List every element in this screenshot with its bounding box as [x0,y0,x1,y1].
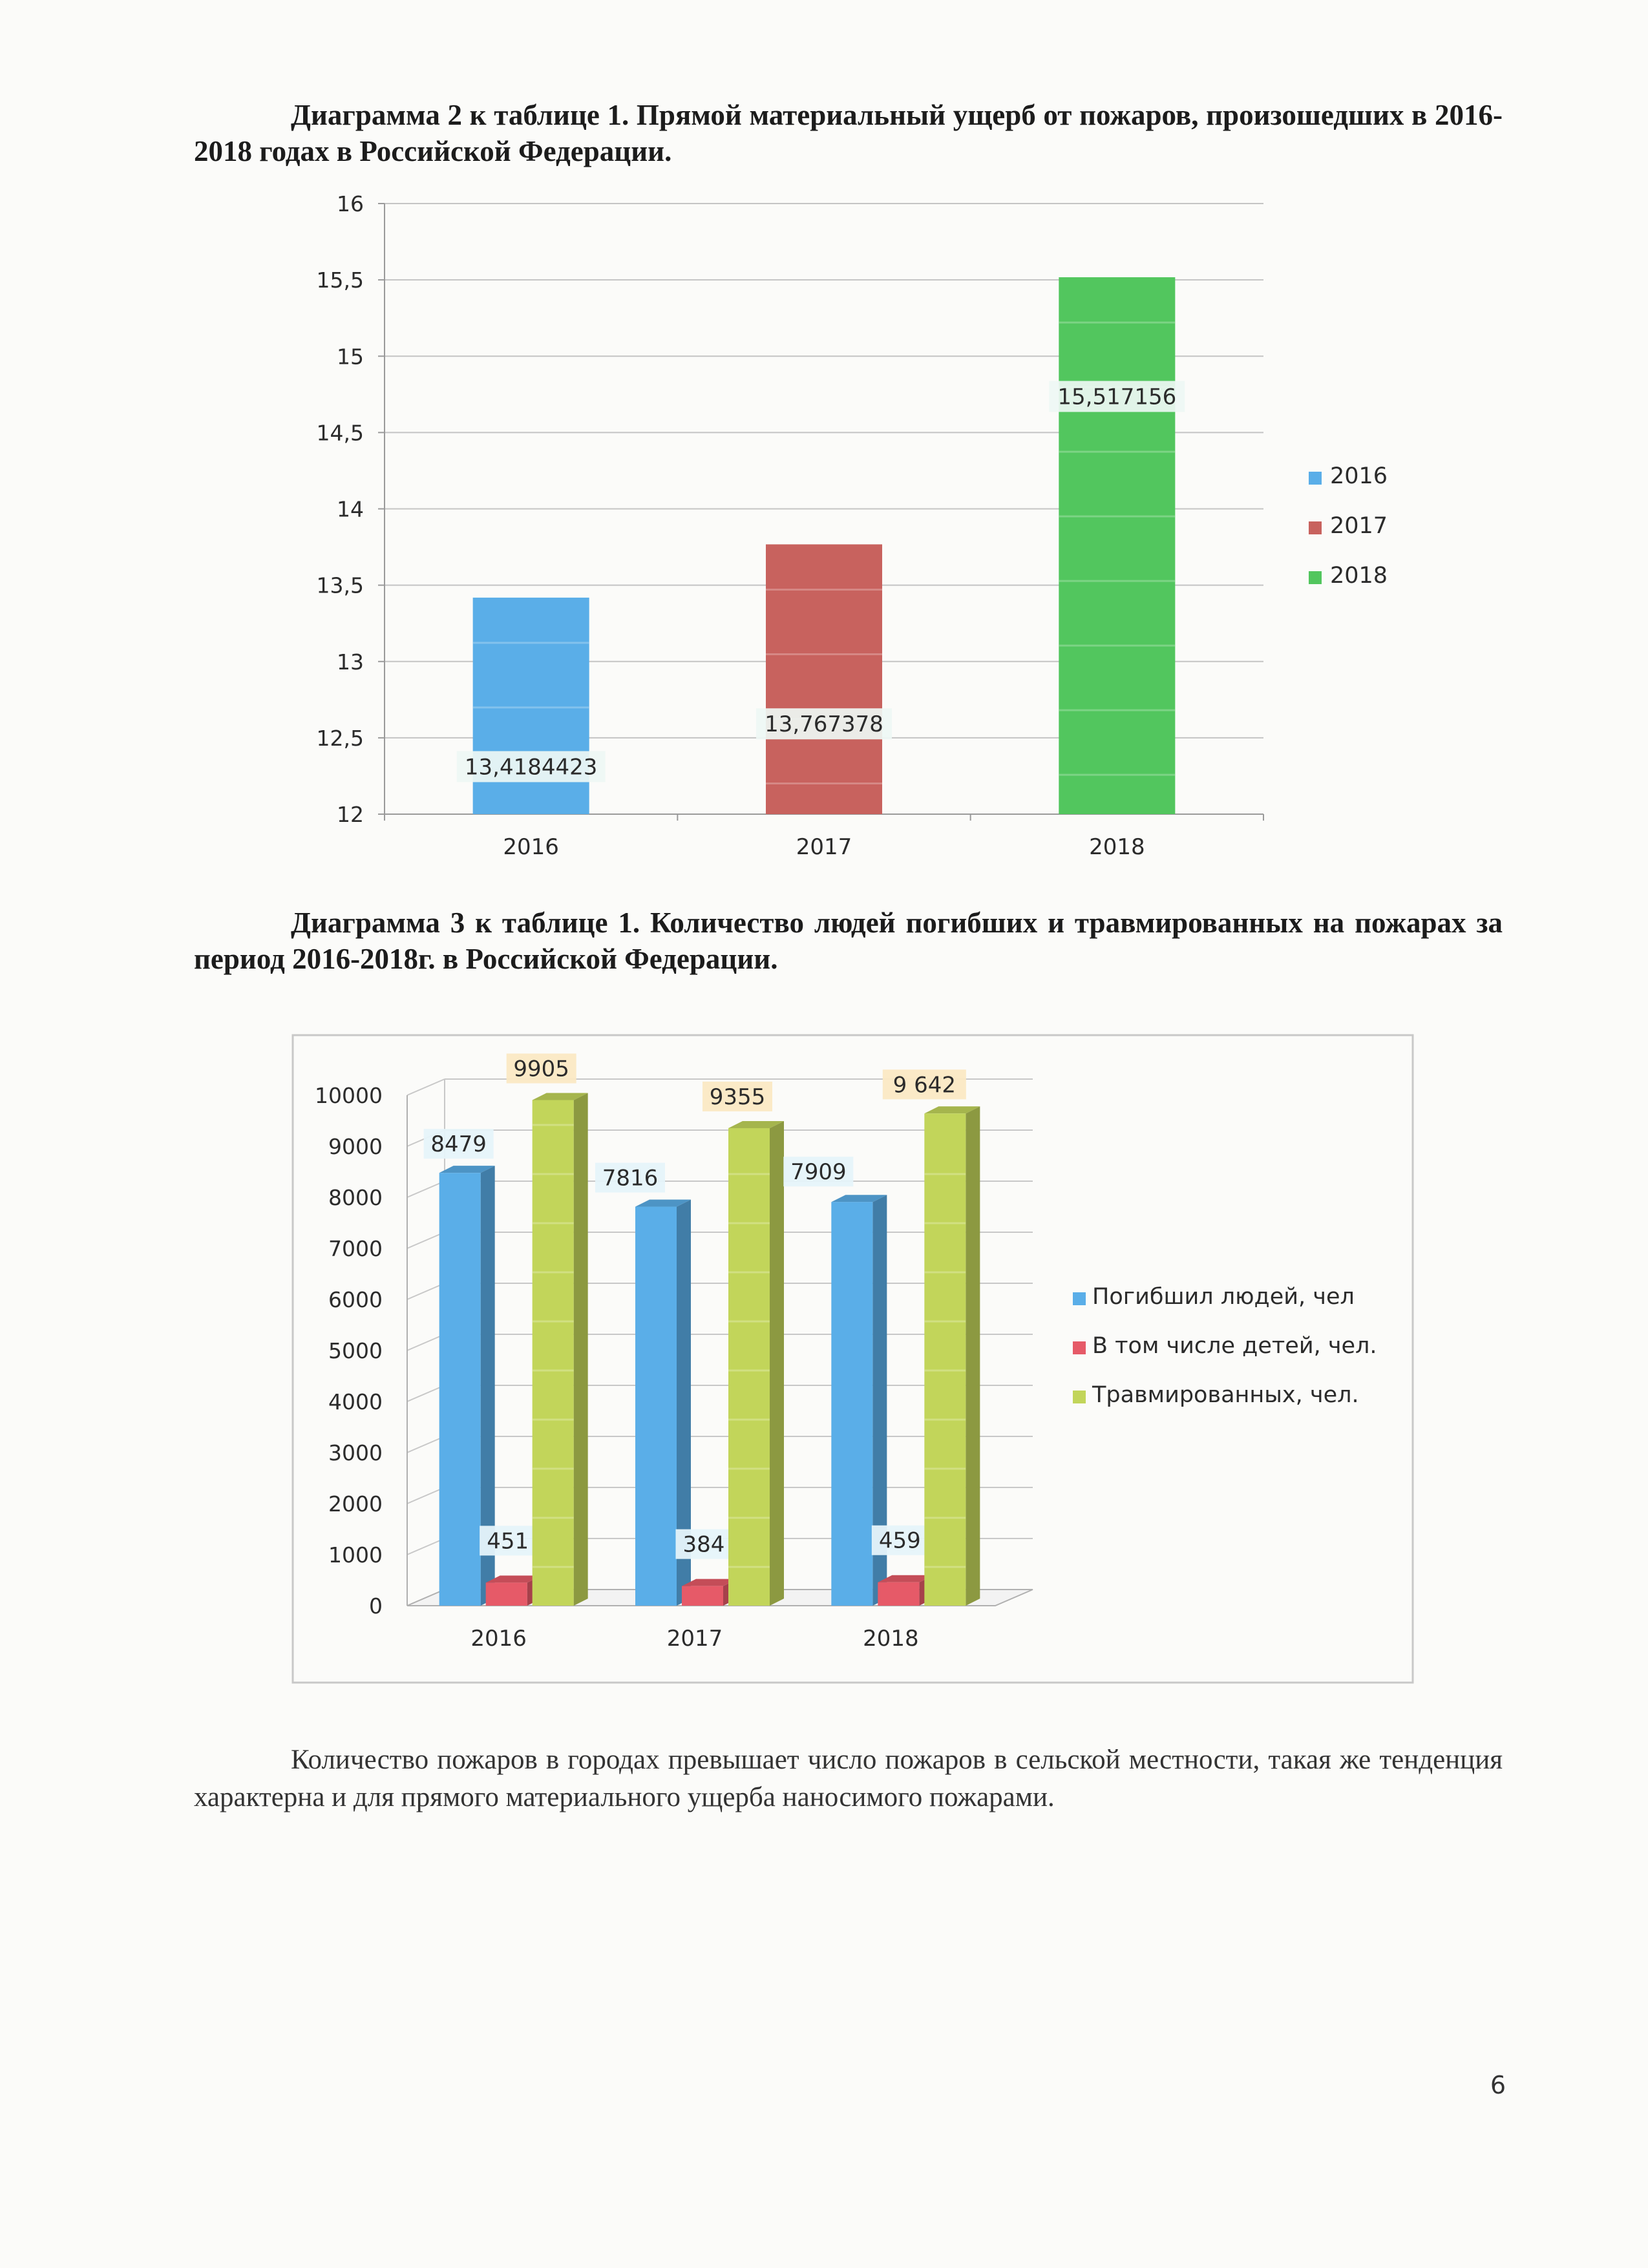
chart3-bar [682,1586,723,1606]
chart3-y-tick-label: 5000 [328,1338,383,1363]
chart3-y-tick-label: 2000 [328,1491,383,1517]
chart2-heading: Диаграмма 2 к таблице 1. Прямой материальный ущерб от пожаров, произошедших в 2016-2018 годах в Российской Федерации. [194,99,1503,167]
chart2-bar-chart [317,191,1388,860]
chart2-bar [766,544,882,814]
chart3-bar [533,1100,574,1606]
chart2-value-label: 13,767378 [765,711,883,738]
chart3-value-label: 451 [487,1528,529,1555]
chart3-y-tick-label: 1000 [328,1542,383,1568]
chart3-heading: Диаграмма 3 к таблице 1. Количество людей погибших и травмированных на пожарах за период 2016-2018г. в Российской Федерации. [194,907,1503,975]
chart3-side-gridline [407,1538,445,1555]
page-number: 6 [1490,2071,1506,2099]
chart3-bar [831,1202,872,1606]
chart3-y-tick-label: 3000 [328,1440,383,1465]
chart3-value-label: 7909 [790,1159,847,1186]
chart2-value-label: 15,517156 [1057,384,1177,410]
chart3-legend-swatch [1073,1391,1086,1403]
chart2-legend-label: 2017 [1330,513,1388,539]
chart2-x-tick-label: 2017 [796,834,852,860]
chart2-legend-label: 2018 [1330,563,1388,589]
chart3-y-tick-label: 0 [369,1593,383,1619]
body-paragraph: Количество пожаров в городах превышает число пожаров в сельской местности, такая же тенденция характерна и для прямого материального ущерба наносимого пожарами. [194,1745,1503,1812]
chart2-bar [1059,277,1175,814]
chart2-legend-label: 2016 [1330,463,1388,489]
chart3-legend-swatch [1073,1292,1086,1305]
chart3-bar [439,1173,481,1606]
chart3-side-gridline [407,1487,445,1504]
chart3-value-label: 9 642 [893,1072,956,1098]
chart2-y-tick-label: 15 [337,344,364,370]
chart2-x-tick-label: 2016 [503,834,559,860]
chart3-bar-side [966,1106,980,1606]
chart3-side-gridline [407,1385,445,1402]
chart2-x-tick-label: 2018 [1089,834,1145,860]
chart3-side-gridline [407,1283,445,1299]
chart3-y-tick-label: 8000 [328,1185,383,1210]
chart3-bar [878,1582,919,1606]
chart2-value-label: 13,4184423 [464,754,598,781]
chart3-bar-side [770,1121,784,1606]
chart3-legend-swatch [1073,1341,1086,1354]
chart3-y-tick-label: 10000 [315,1083,383,1108]
chart3-bar [486,1582,527,1606]
chart2-legend-swatch [1309,472,1322,485]
chart3-value-label: 384 [682,1531,725,1558]
chart2-y-tick-label: 13,5 [316,572,364,598]
chart3-legend-label: В том числе детей, чел. [1092,1333,1377,1359]
chart2-legend-swatch [1309,571,1322,584]
chart3-value-label: 9355 [709,1084,766,1110]
chart3-side-gridline [407,1436,445,1453]
chart3-bar [924,1113,966,1606]
chart3-y-tick-label: 9000 [328,1134,383,1159]
chart3-y-tick-label: 6000 [328,1287,383,1312]
chart3-bar-side [574,1093,588,1606]
chart3-x-tick-label: 2016 [470,1626,527,1652]
chart3-x-tick-label: 2018 [863,1626,919,1652]
chart3-side-gridline [407,1334,445,1350]
chart3-value-label: 459 [878,1528,921,1554]
chart3-x-tick-label: 2017 [666,1626,723,1652]
chart3-side-gridline [407,1079,445,1095]
chart3-bar [635,1207,677,1606]
chart3-legend-label: Травмированных, чел. [1092,1382,1359,1408]
chart3-side-gridline [407,1181,445,1197]
chart2-y-tick-label: 12 [337,802,364,827]
chart2-y-tick-label: 16 [337,191,364,216]
chart3-side-gridline [407,1232,445,1248]
chart3-y-tick-label: 7000 [328,1236,383,1261]
chart2-y-tick-label: 12,5 [316,725,364,751]
chart2-y-tick-label: 14 [337,496,364,522]
chart2-y-tick-label: 13 [337,649,364,675]
chart2-y-tick-label: 15,5 [316,268,364,293]
chart2-y-tick-label: 14,5 [316,420,364,446]
chart3-value-label: 7816 [602,1165,659,1192]
chart3-value-label: 9905 [513,1056,569,1082]
chart3-3d-bar-chart [315,1054,1377,1652]
chart2-legend-swatch [1309,521,1322,534]
chart3-value-label: 8479 [430,1131,487,1158]
chart3-bar [728,1128,770,1606]
chart3-y-tick-label: 4000 [328,1389,383,1414]
chart3-legend-label: Погибшил людей, чел [1092,1284,1355,1310]
